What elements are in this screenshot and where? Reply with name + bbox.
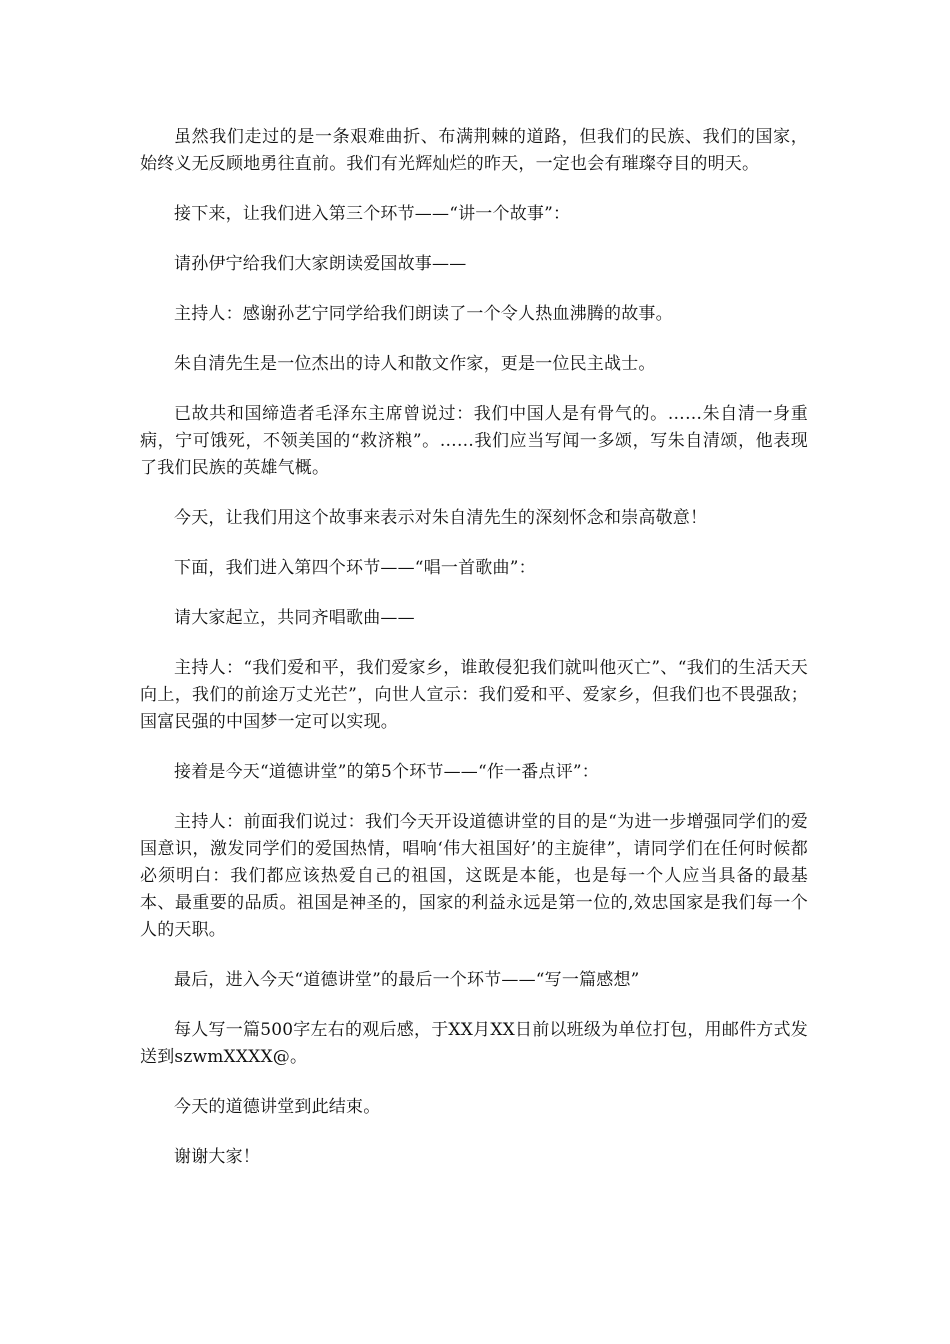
paragraph: 主持人：感谢孙艺宁同学给我们朗读了一个令人热血沸腾的故事。 [174, 304, 673, 324]
paragraph: 今天的道德讲堂到此结束。 [174, 1097, 381, 1117]
paragraph: 请孙伊宁给我们大家朗读爱国故事—— [174, 254, 467, 274]
paragraph: 虽然我们走过的是一条艰难曲折、布满荆棘的道路，但我们的民族、我们的国家，始终义无反顾地勇往直前。我们有光辉灿烂的昨天，一定也会有璀璨夺目的明天。 [140, 127, 808, 174]
paragraph: 接下来，让我们进入第三个环节——“讲一个故事”： [174, 204, 571, 224]
paragraph: 朱自清先生是一位杰出的诗人和散文作家，更是一位民主战士。 [174, 354, 656, 374]
paragraph: 主持人：“我们爱和平，我们爱家乡，谁敢侵犯我们就叫他灭亡”、“我们的生活天天向上，我们的前途万丈光芒”，向世人宣示：我们爱和平、爱家乡，但我们也不畏强敌；国富民强的中国梦一定可以实现。 [140, 658, 808, 732]
paragraph: 接着是今天“道德讲堂”的第5个环节——“作一番点评”： [174, 762, 599, 782]
paragraph: 下面，我们进入第四个环节——“唱一首歌曲”： [174, 558, 536, 578]
document-body [140, 124, 808, 1194]
paragraph: 已故共和国缔造者毛泽东主席曾说过：我们中国人是有骨气的。……朱自清一身重病，宁可饿死，不领美国的“救济粮”。……我们应当写闻一多颂，写朱自清颂，他表现了我们民族的英雄气概。 [140, 404, 808, 478]
paragraph: 最后，进入今天“道德讲堂”的最后一个环节——“写一篇感想” [174, 970, 640, 990]
paragraph: 请大家起立，共同齐唱歌曲—— [174, 608, 415, 628]
paragraph: 今天，让我们用这个故事来表示对朱自清先生的深刻怀念和崇高敬意！ [174, 508, 708, 528]
paragraph: 谢谢大家！ [174, 1147, 260, 1167]
paragraph: 每人写一篇500字左右的观后感，于XX月XX日前以班级为单位打包，用邮件方式发送到szwmXXXX@。 [140, 1020, 808, 1067]
paragraph: 主持人：前面我们说过：我们今天开设道德讲堂的目的是“为进一步增强同学们的爱国意识，激发同学们的爱国热情，唱响‘伟大祖国好’的主旋律”，请同学们在任何时候都必须明白：我们都应该热爱自己的祖国，这既是本能，也是每一个人应当具备的最基本、最重要的品质。祖国是神圣的，国家的利益永远是第一位的,效忠国家是我们每一个人的天职。 [140, 812, 808, 940]
